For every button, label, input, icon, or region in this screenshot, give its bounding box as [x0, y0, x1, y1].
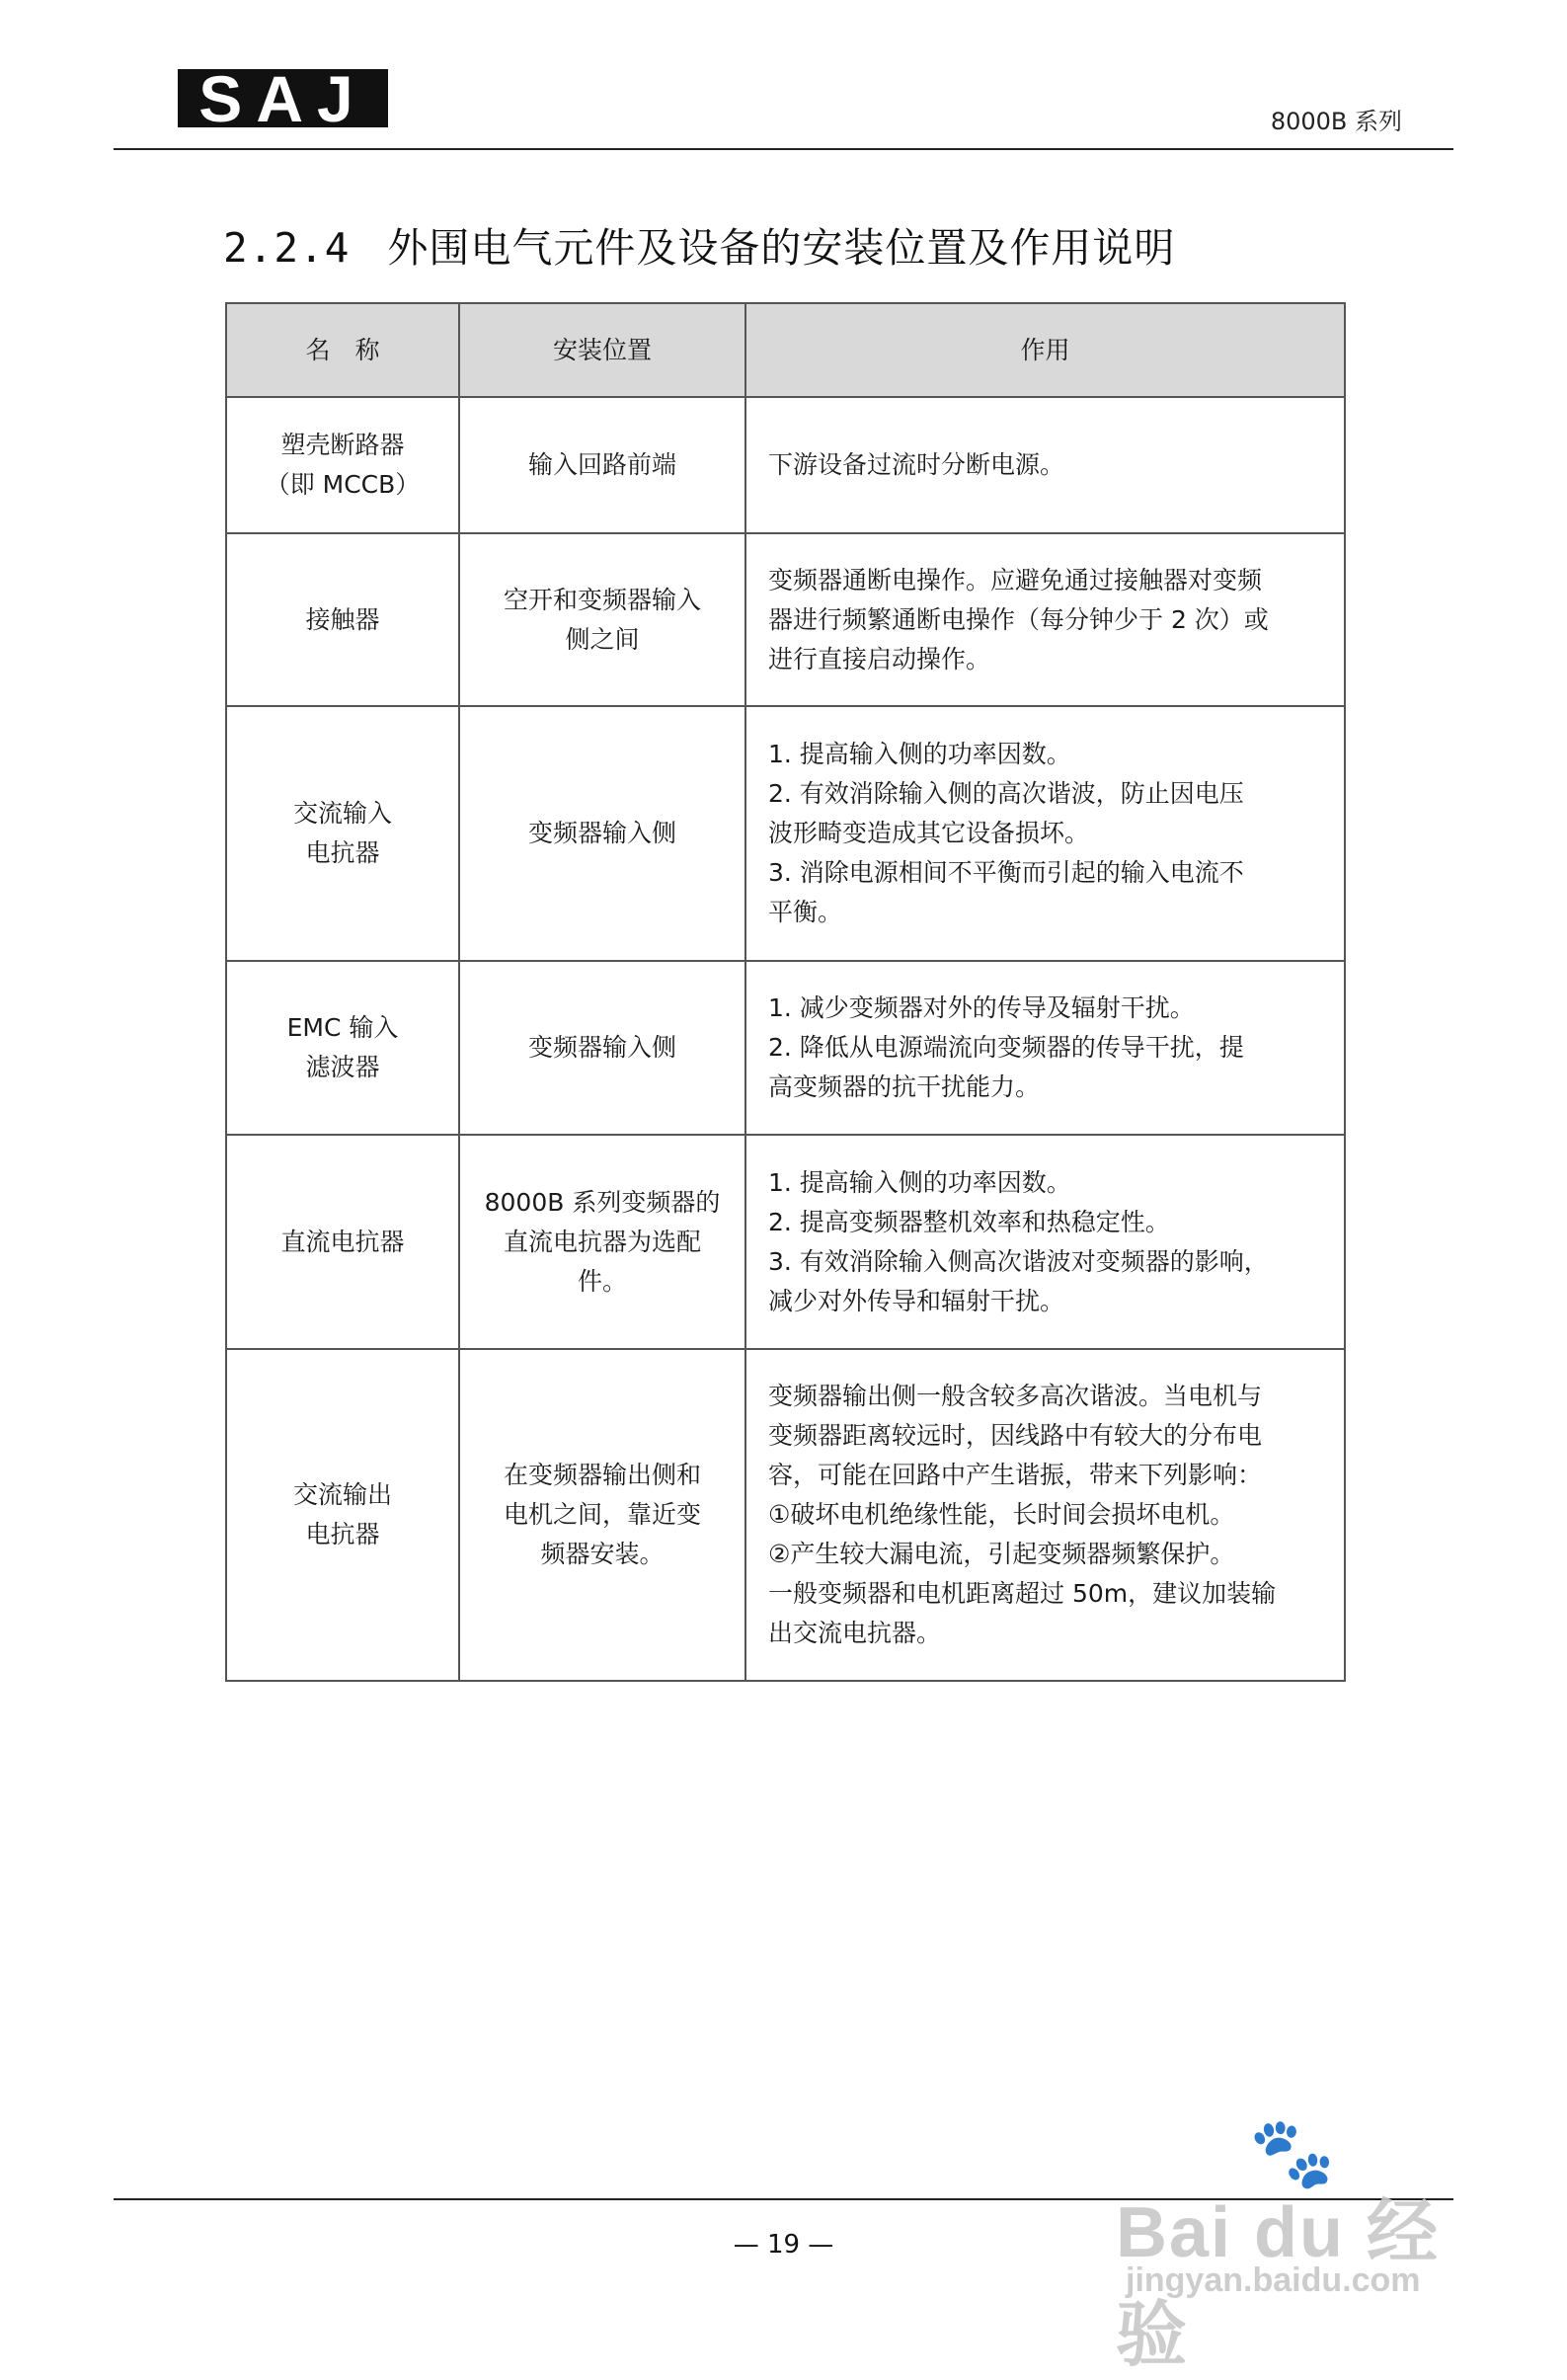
cell-line: 侧之间: [565, 624, 640, 654]
cell-function: [745, 397, 1345, 533]
table-row: [226, 706, 1345, 961]
cell-line: 变频器通断电操作。应避免通过接触器对变频: [768, 565, 1263, 595]
cell-line: 交流输入: [292, 799, 392, 828]
cell-line: 平衡。: [768, 898, 843, 926]
cell-line: 2. 降低从电源端流向变频器的传导干扰，提: [768, 1033, 1244, 1062]
cell-function: [745, 706, 1345, 961]
page-number: — 19 —: [733, 2230, 834, 2260]
cell-location: [459, 1135, 745, 1349]
cell-line: 出交流电抗器。: [768, 1619, 942, 1647]
cell-line: ①破坏电机绝缘性能，长时间会损坏电机。: [768, 1500, 1235, 1529]
cell-line: 一般变频器和电机距离超过 50m，建议加装输: [768, 1579, 1277, 1608]
cell-line: 高变频器的抗干扰能力。: [768, 1072, 1041, 1101]
cell-line: 直流电抗器为选配: [503, 1227, 701, 1256]
cell-line: 频器安装。: [540, 1540, 665, 1568]
table-row: [226, 397, 1345, 533]
cell-name: [226, 961, 459, 1135]
cell-name: [226, 533, 459, 706]
component-table: [225, 302, 1346, 1682]
cell-line: 1. 提高输入侧的功率因数。: [768, 1167, 1071, 1197]
cell-location: [459, 533, 745, 706]
cell-line: 变频器输出侧一般含较多高次谐波。当电机与: [768, 1382, 1263, 1410]
watermark-url: jingyan.baidu.com: [1126, 2261, 1421, 2299]
header-name: 名 称: [226, 303, 459, 397]
cell-line: 变频器输入侧: [527, 1033, 676, 1062]
cell-line: 容，可能在回路中产生谐振，带来下列影响：: [768, 1461, 1263, 1489]
cell-function: [745, 961, 1345, 1135]
table-row: [226, 1135, 1345, 1349]
cell-line: 波形畸变造成其它设备损坏。: [768, 819, 1090, 847]
cell-line: 3. 有效消除输入侧高次谐波对变频器的影响，: [768, 1246, 1269, 1276]
paw-icon: 🐾: [1249, 2114, 1336, 2191]
cell-line: 2. 提高变频器整机效率和热稳定性。: [768, 1207, 1170, 1236]
cell-line: 减少对外传导和辐射干扰。: [768, 1286, 1065, 1315]
cell-function: [745, 533, 1345, 706]
cell-line: 塑壳断路器: [280, 431, 405, 459]
cell-name: [226, 397, 459, 533]
section-title: [223, 215, 1175, 274]
table-row: [226, 1349, 1345, 1681]
cell-line: 1. 减少变频器对外的传导及辐射干扰。: [768, 993, 1195, 1022]
table-row: [226, 533, 1345, 706]
cell-line: 变频器输入侧: [527, 819, 676, 847]
cell-line: ②产生较大漏电流，引起变频器频繁保护。: [768, 1540, 1235, 1568]
cell-line: 下游设备过流时分断电源。: [768, 450, 1065, 479]
saj-logo: SAJ: [178, 69, 388, 127]
cell-line: 滤波器: [305, 1053, 380, 1081]
cell-line: 3. 消除电源相间不平衡而引起的输入电流不: [768, 858, 1244, 887]
cell-name: [226, 706, 459, 961]
cell-line: 器进行频繁通断电操作（每分钟少于 2 次）或: [768, 604, 1269, 634]
header-function: 作用: [745, 303, 1345, 397]
header-divider: [114, 148, 1453, 150]
cell-line: 空开和变频器输入: [503, 585, 701, 614]
cell-line: 直流电抗器: [280, 1227, 405, 1256]
cell-location: [459, 397, 745, 533]
cell-line: 1. 提高输入侧的功率因数。: [768, 740, 1071, 768]
section-title-text: 外围电气元件及设备的安装位置及作用说明: [387, 224, 1176, 272]
cell-line: 输入回路前端: [527, 450, 676, 479]
cell-location: [459, 961, 745, 1135]
cell-line: 变频器距离较远时，因线路中有较大的分布电: [768, 1421, 1263, 1450]
cell-line: 进行直接启动操作。: [768, 644, 991, 674]
cell-line: 8000B 系列变频器的: [484, 1187, 721, 1217]
cell-line: 在变频器输出侧和: [503, 1461, 701, 1489]
cell-function: [745, 1135, 1345, 1349]
cell-name: [226, 1349, 459, 1681]
cell-location: [459, 1349, 745, 1681]
cell-line: （即 MCCB）: [265, 470, 421, 499]
cell-name: [226, 1135, 459, 1349]
section-number: 2.2.4: [223, 224, 351, 272]
cell-line: 电机之间，靠近变: [503, 1500, 701, 1529]
cell-line: 电抗器: [305, 1520, 380, 1548]
watermark-brand: Bai du 经验: [1116, 2193, 1441, 2375]
cell-line: 交流输出: [292, 1480, 392, 1509]
cell-line: 电抗器: [305, 838, 380, 867]
cell-location: [459, 706, 745, 961]
header-location: 安装位置: [459, 303, 745, 397]
table-header-row: [226, 303, 1345, 397]
cell-line: 接触器: [305, 604, 380, 634]
cell-line: 2. 有效消除输入侧的高次谐波，防止因电压: [768, 779, 1244, 808]
table-row: [226, 961, 1345, 1135]
cell-line: EMC 输入: [286, 1013, 399, 1042]
series-label: 8000B 系列: [1270, 108, 1402, 135]
cell-function: [745, 1349, 1345, 1681]
cell-line: 件。: [577, 1266, 627, 1296]
baidu-watermark: [1116, 2113, 1471, 2375]
